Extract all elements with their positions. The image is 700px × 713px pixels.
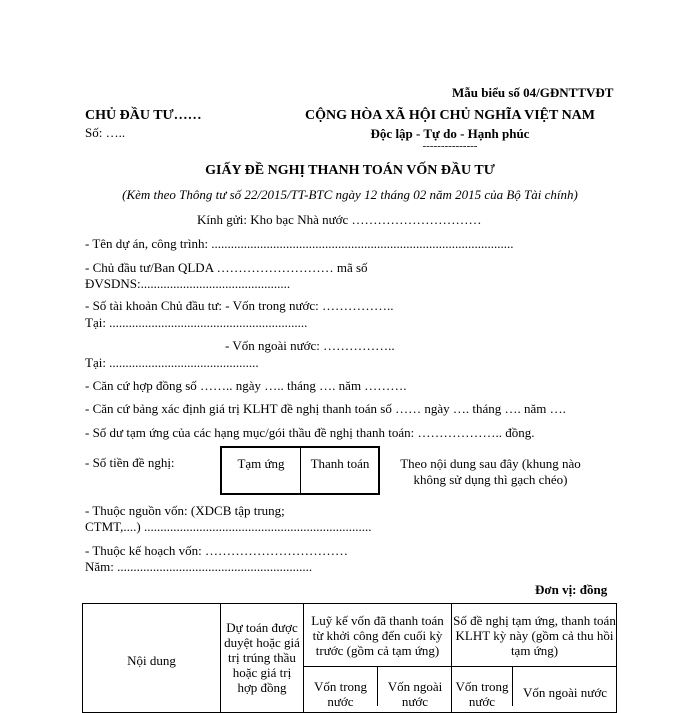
project-name-line: - Tên dự án, công trình: ............................................................................................. xyxy=(85,236,514,251)
table-divider xyxy=(220,603,221,713)
subheader-domestic-capital: Vốn trong nước xyxy=(455,679,509,709)
table-header-cumulative-paid: Luỹ kế vốn đã thanh toán từ khởi công đến cuối kỳ trước (gồm cả tạm ứng) xyxy=(311,613,444,658)
document-title: GIẤY ĐỀ NGHỊ THANH TOÁN VỐN ĐẦU TƯ xyxy=(205,163,495,178)
subheader-domestic-capital: Vốn trong nước xyxy=(313,679,368,709)
table-divider xyxy=(377,666,378,706)
amount-requested-label: - Số tiền đề nghị: xyxy=(85,455,175,470)
addressee: Kính gửi: Kho bạc Nhà nước ………………………… xyxy=(197,212,482,227)
document-subtitle: (Kèm theo Thông tư số 22/2015/TT-BTC ngày 12 tháng 02 năm 2015 của Bộ Tài chính) xyxy=(122,187,578,202)
investor-line: - Chủ đầu tư/Ban QLDA ……………………… mã số xyxy=(85,260,368,275)
investor-header: CHỦ ĐẦU TƯ…… xyxy=(85,108,202,123)
motto: Độc lập - Tự do - Hạnh phúc xyxy=(370,126,530,141)
subheader-foreign-capital: Vốn ngoài nước xyxy=(523,685,607,700)
payment-option[interactable]: Thanh toán xyxy=(310,456,370,471)
republic-heading: CỘNG HÒA XÃ HỘI CHỦ NGHĨA VIỆT NAM xyxy=(304,108,595,123)
capital-plan-line: - Thuộc kế hoạch vốn: …………………………… xyxy=(85,543,348,558)
header-divider: --------------- xyxy=(422,140,478,152)
account-line: - Số tài khoản Chủ đầu tư: - Vốn trong nước: …………….. xyxy=(85,298,394,313)
advance-option[interactable]: Tạm ứng xyxy=(237,456,285,471)
table-header-requested-this-period: Số đề nghị tạm ứng, thanh toán KLHT kỳ này (gồm cả thu hồi tạm ứng) xyxy=(453,613,616,658)
klht-line: - Căn cứ bảng xác định giá trị KLHT đề nghị thanh toán số …… ngày …. tháng …. năm …. xyxy=(85,401,566,416)
table-divider xyxy=(303,666,617,667)
capital-source-line-2: CTMT,....) ...................................................................... xyxy=(85,519,372,534)
contract-line: - Căn cứ hợp đồng số …….. ngày ….. tháng …. năm ………. xyxy=(85,378,407,393)
table-header-approved-estimate: Dự toán được duyệt hoặc giá trị trúng thầu hoặc giá trị hợp đồng xyxy=(224,620,300,695)
document-number: Số: ….. xyxy=(85,125,126,140)
table-header-content: Nội dung xyxy=(127,653,176,668)
account-location-line: Tại: ............................................................. xyxy=(85,315,308,330)
capital-source-line-1: - Thuộc nguồn vốn: (XDCB tập trung; xyxy=(85,503,285,518)
subheader-foreign-capital: Vốn ngoài nước xyxy=(387,679,443,709)
dvsdns-line: ĐVSDNS:.............................................. xyxy=(85,276,291,291)
table-divider xyxy=(451,603,452,713)
form-code: Mẫu biểu số 04/GĐNTTVĐT xyxy=(452,85,614,100)
plan-year-line: Năm: ............................................................ xyxy=(85,559,313,574)
foreign-capital-line: - Vốn ngoài nước: …………….. xyxy=(225,338,395,353)
advance-balance-line: - Số dư tạm ứng của các hạng mục/gói thầu đề nghị thanh toán: ……………….. đồng. xyxy=(85,425,535,440)
table-divider xyxy=(303,603,304,713)
foreign-location-line: Tại: .............................................. xyxy=(85,355,259,370)
currency-unit: Đơn vị: đồng xyxy=(535,582,608,597)
box-note: Theo nội dung sau đây (khung nào không sử dụng thì gạch chéo) xyxy=(400,456,581,487)
